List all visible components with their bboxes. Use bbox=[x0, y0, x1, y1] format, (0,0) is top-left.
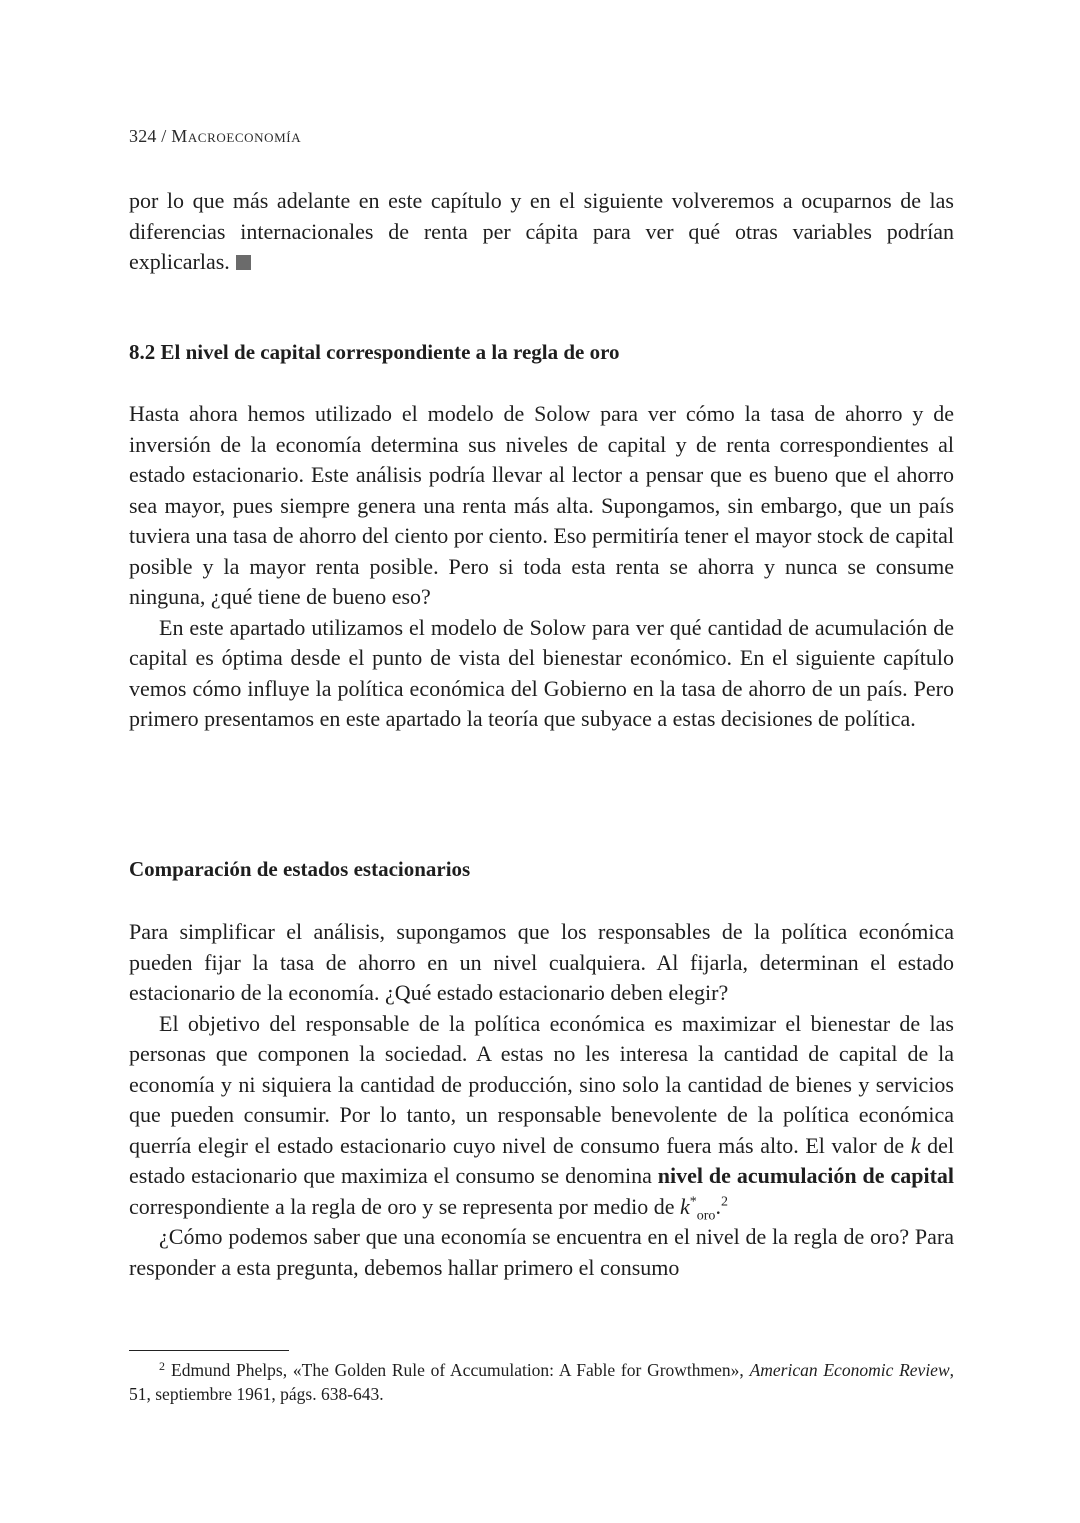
footnote-number: 2 bbox=[159, 1359, 165, 1373]
end-of-section-square-icon bbox=[236, 255, 251, 270]
key-term: nivel de acumulación de capital bbox=[657, 1163, 955, 1188]
footnote-reference[interactable]: 2 bbox=[720, 1194, 728, 1210]
footnote: $^2$ Edmund Phelps, «The Golden Rule of Accumulation: A Fable for Growthmen», American Economic Review, 51, septiembre 1961, págs. 638-643. bbox=[129, 1359, 954, 1404]
section-heading: 8.2 El nivel de capital correspondiente a la regla de oro bbox=[129, 340, 620, 364]
book-title: Macroeconomía bbox=[171, 126, 302, 146]
section-paragraph-1: Hasta ahora hemos utilizado el modelo de Solow para ver cómo la tasa de ahorro y de inversión de la economía determina sus niveles de capital y de renta correspondientes al estado estacionario. Este análisis podría llevar al lector a pensar que es bueno que el ahorro sea mayor, pues siempre genera una renta más alta. Supongamos, sin embargo, que un país tuviera una tasa de ahorro del ciento por ciento. Eso permitiría tener el mayor stock de capital posible y la mayor renta posible. Pero si toda esta renta se ahorra y nunca se consume ninguna, ¿qué tiene de bueno eso? bbox=[129, 401, 954, 609]
variable-k: k bbox=[910, 1132, 921, 1158]
running-head bbox=[129, 126, 301, 147]
subsection-paragraph-1: Para simplificar el análisis, supongamos que los responsables de la política económica pueden fijar la tasa de ahorro en un nivel cualquiera. Al fijarla, determinan el estado estacionario de la economía. ¿Qué estado estacionario deben elegir? bbox=[129, 919, 954, 1005]
subsection-paragraph-3: ¿Cómo podemos saber que una economía se encuentra en el nivel de la regla de oro? Para responder a esta pregunta, debemos hallar primero el consumo bbox=[129, 1224, 954, 1280]
continued-paragraph bbox=[129, 186, 954, 278]
subsection-heading: Comparación de estados estacionarios bbox=[129, 857, 471, 881]
section-paragraph-2: En este apartado utilizamos el modelo de Solow para ver qué cantidad de acumulación de capital es óptima desde el punto de vista del bienestar económico. En el siguiente capítulo vemos cómo influye la política económica del Gobierno en la tasa de ahorro de un país. Pero primero presentamos en este apartado la teoría que subyace a estas decisiones de política. bbox=[129, 614, 954, 731]
subsection-body bbox=[129, 917, 954, 1283]
subsection-paragraph-2: El objetivo del responsable de la política económica es maximizar el bienestar de las personas que componen la sociedad. A estas no les interesa la cantidad de capital de la economía y ni siquiera la cantidad de producción, sino solo la cantidad de bienes y servicios que pueden consumir. Por lo tanto, un responsable benevolente de la política económica querría elegir el estado estacionario cuyo nivel de consumo fuera más alto. El valor de k del estado estacionario que maximiza el consumo se denomina nivel de acumulación de capital correspondiente a la regla de oro y se representa por medio de $k^*_{oro}.^2$ bbox=[129, 1010, 955, 1223]
continued-paragraph-text: por lo que más adelante en este capítulo y en el siguiente volveremos a ocuparnos de las diferencias internacionales de renta per cápita para ver qué otras variables podrían explicarlas. bbox=[129, 188, 954, 274]
page-number: 324 bbox=[129, 126, 157, 146]
running-head-separator: / bbox=[156, 126, 172, 146]
footnote-divider bbox=[129, 1350, 289, 1351]
section-body bbox=[129, 399, 954, 735]
k-golden-rule-symbol: k bbox=[680, 1193, 690, 1219]
journal-name: American Economic Review bbox=[749, 1360, 950, 1380]
